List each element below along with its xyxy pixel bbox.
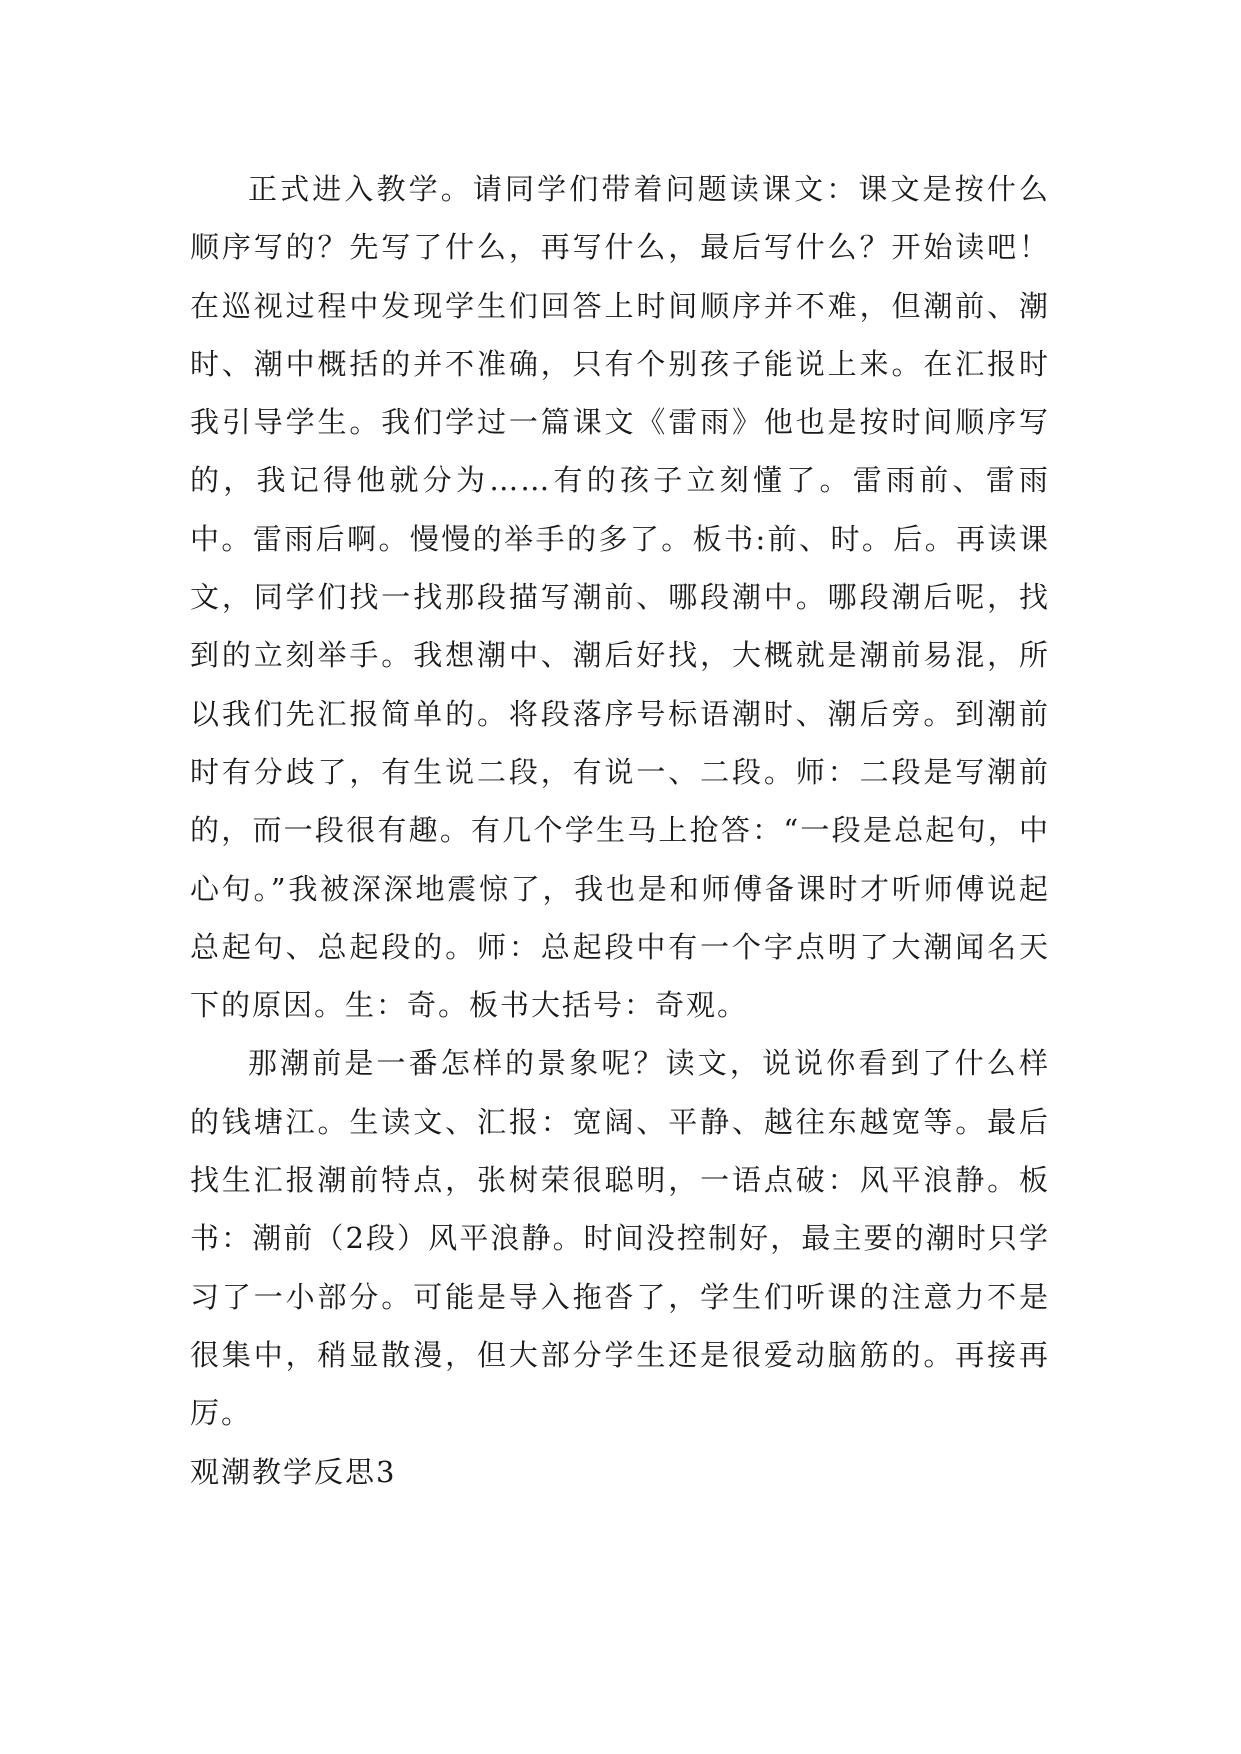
section-heading: 观潮教学反思3: [190, 1454, 397, 1489]
document-page: [190, 160, 1050, 1501]
paragraph-2: 那潮前是一番怎样的景象呢？读文，说说你看到了什么样的钱塘江。生读文、汇报：宽阔、平静、越往东越宽等。最后找生汇报潮前特点，张树荣很聪明，一语点破：风平浪静。板书：潮前（2段）风平浪静。时间没控制好，最主要的潮时只学习了一小部分。可能是导入拖沓了，学生们听课的注意力不是很集中，稍显散漫，但大部分学生还是很爱动脑筋的。再接再厉。: [190, 1046, 1050, 1431]
paragraph-1: 正式进入教学。请同学们带着问题读课文：课文是按什么顺序写的？先写了什么，再写什么，最后写什么？开始读吧！在巡视过程中发现学生们回答上时间顺序并不难，但潮前、潮时、潮中概括的并不准确，只有个别孩子能说上来。在汇报时我引导学生。我们学过一篇课文《雷雨》他也是按时间顺序写的，我记得他就分为……有的孩子立刻懂了。雷雨前、雷雨中。雷雨后啊。慢慢的举手的多了。板书:前、时。后。再读课文，同学们找一找那段描写潮前、哪段潮中。哪段潮后呢，找到的立刻举手。我想潮中、潮后好找，大概就是潮前易混，所以我们先汇报简单的。将段落序号标语潮时、潮后旁。到潮前时有分歧了，有生说二段，有说一、二段。师：二段是写潮前的，而一段很有趣。有几个学生马上抢答：“一段是总起句，中心句。”我被深深地震惊了，我也是和师傅备课时才听师傅说起总起句、总起段的。师：总起段中有一个字点明了大潮闻名天下的原因。生：奇。板书大括号：奇观。: [190, 172, 1050, 1023]
